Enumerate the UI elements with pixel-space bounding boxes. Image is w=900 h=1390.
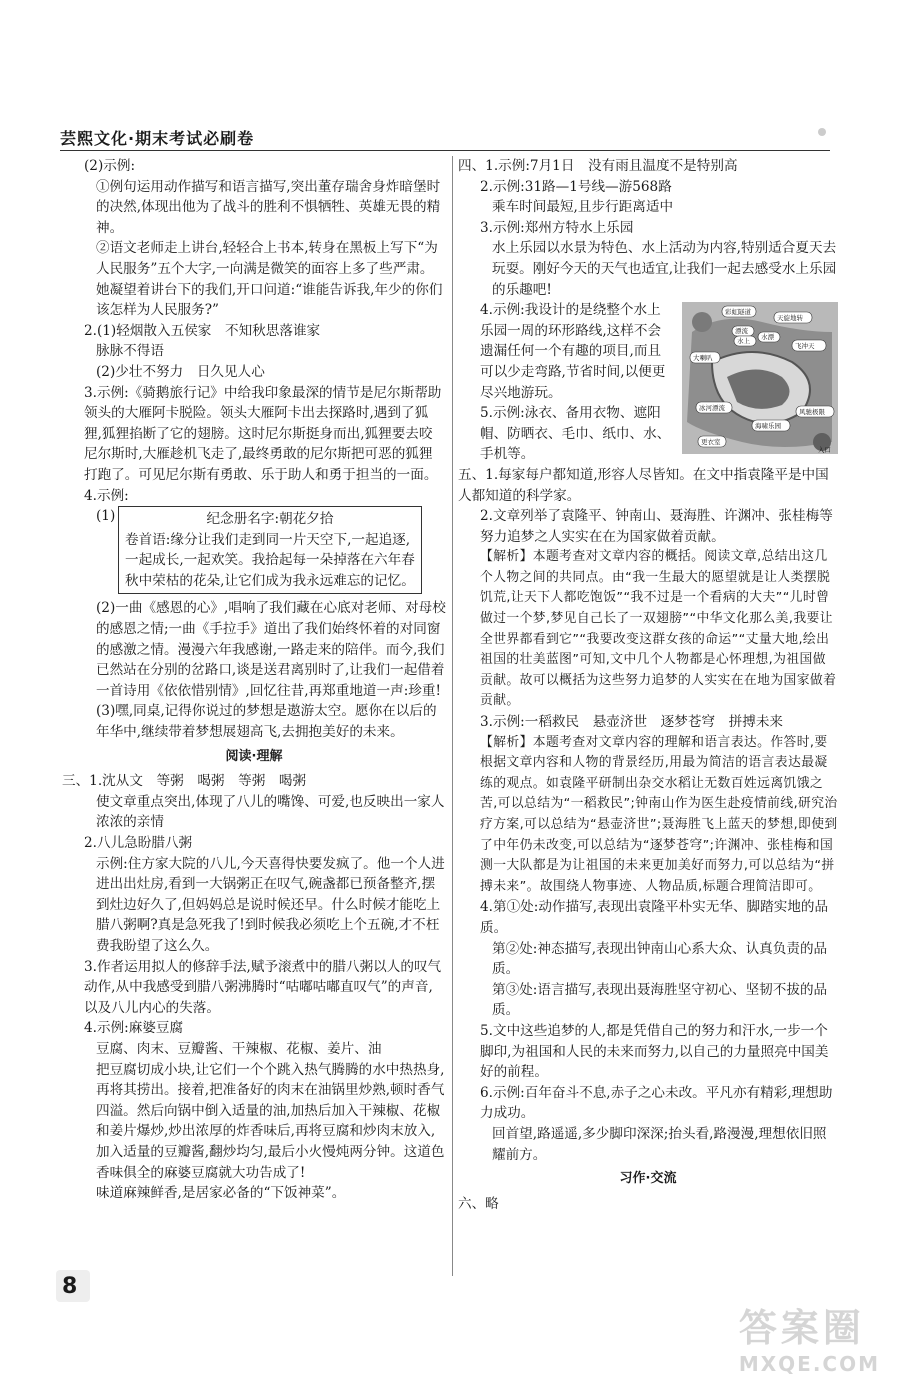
answer-line: 脉脉不得语 [96, 343, 164, 360]
map-label: 更衣室 [701, 438, 721, 447]
answer-line: 4.示例:麻婆豆腐 [84, 1020, 184, 1037]
answer-line: 3.示例:一稻救民 悬壶济世 逐梦苍穹 拼搏未来 [480, 714, 784, 731]
answer-line: 六、略 [458, 1195, 499, 1212]
watermark-url: MXQE.COM [738, 1352, 880, 1376]
answer-line: 2.示例:31路—1号线—游568路 [480, 178, 672, 195]
answer-line: 五、1.每家每户都知道,形容人尽皆知。在文中指袁隆平是中国人都知道的科学家。 [458, 466, 829, 504]
answer-line: 四、1.示例:7月1日 没有雨且温度不是特别高 [458, 158, 738, 174]
answer-line: ②语文老师走上讲台,轻轻合上书本,转身在黑板上写下“为人民服务”五个大字,一向满是微笑的面容上多了些严肃。她凝望着讲台下的我们,开口问道:“谁能告诉我,年少的你们该怎样为人民服务?” [96, 240, 443, 319]
page-number: 8 [62, 1274, 78, 1299]
answer-line: 第③处:语言描写,表现出聂海胜坚守初心、坚韧不拔的品质。 [492, 981, 828, 1019]
answer-line: 4.示例:我设计的是绕整个水上乐园一周的环形路线,这样不会遗漏任何一个有趣的项目,而且可以少走弯路,节省时间,以便更尽兴地游玩。 [480, 302, 666, 401]
map-illustration [682, 302, 838, 454]
watermark-logo: 答案圈 [738, 1306, 865, 1350]
left-column [62, 156, 446, 1204]
map-label: 飞冲天 [795, 342, 815, 351]
answer-line: 2.八儿急盼腊八粥 [84, 835, 193, 851]
answer-line: 3.示例:《骑鹅旅行记》中给我印象最深的情节是尼尔斯帮助领头的大雁阿卡脱险。领头大雁阿卡出去探路时,遇到了狐狸,狐狸掐断了它的翅膀。这时尼尔斯挺身而出,狐狸要去咬尼尔斯时,大雁趁机飞走了,最终勇敢的尼尔斯把可恶的狐狸打跑了。可见尼尔斯有勇敢、乐于助人和勇于担当的一面。 [84, 384, 442, 483]
map-label: 水漂 [761, 333, 774, 342]
answer-line: (2)示例: [84, 158, 136, 174]
box-body: 卷首语:缘分让我们走到同一片天空下,一起追逐,一起成长,一起欢笑。我拾起每一朵掉落在六年春秋中荣枯的花朵,让它们成为我永远难忘的记忆。 [125, 531, 415, 589]
answer-line: 示例:住方家大院的八儿,今天喜得快要发疯了。他一个人进进出出灶房,看到一大锅粥正在叹气,碗盏都已预备整齐,摆到灶边好久了,但妈妈总是说时候还早。什么时候才能吃上腊八粥啊?真是急死我了!到时候我必须吃上个五碗,才不枉费我盼望了这么久。 [96, 855, 445, 954]
answer-line: 2.文章列举了袁隆平、钟南山、聂海胜、许渊冲、张桂梅等努力追梦之人实实在在为国家做着贡献。 [480, 508, 833, 545]
map-label: 天旋地转 [777, 314, 803, 323]
answer-line: 把豆腐切成小块,让它们一个个跳入热气腾腾的水中热热身,再将其捞出。接着,把准备好的肉末在油锅里炒熟,顿时香气四溢。然后向锅中倒入适量的油,加热后加入干辣椒、花椒和姜片爆炒,炒出浓厚的炸香味后,再将豆腐和炒肉末放入,加入适量的豆瓣酱,翻炒均匀,最后小火慢炖两分钟。这道色香味俱全的麻婆豆腐就大功告成了! [96, 1061, 445, 1181]
page-header [60, 126, 830, 148]
answer-line: 2.(1)轻烟散入五侯家 不知秋思落谁家 [84, 322, 321, 339]
answer-line: 水上乐园以水景为特色、水上活动为内容,特别适合夏天去玩耍。刚好今天的天气也适宜,让我们一起去感受水上乐园的乐趣吧! [492, 240, 837, 298]
box-title: 纪念册名字:朝花夕拾 [206, 511, 334, 528]
answer-line: 4.示例: [84, 487, 129, 504]
map-label: 彩虹隧道 [725, 308, 751, 317]
analysis-paragraph: 【解析】本题考查对文章内容的理解和语言表达。作答时,要根据文章内容和人物的背景经历,用最为简洁的语言表达最凝练的观点。如袁隆平研制出杂交水稻让无数百姓远离饥饿之苦,可以总结为“一稻救民”;钟南山作为医生赴疫情前线,研究治疗方案,可以总结为“悬壶济世”;聂海胜飞上蓝天的梦想,即使到了中年仍未改变,可以总结为“逐梦苍穹”;许渊冲、张桂梅和国测一大队都是为让祖国的未来更加美好而努力,可以总结为“拼搏未来”。故围绕人物事迹、人物品质,标题合理简洁即可。 [480, 734, 838, 894]
header-dot [818, 128, 826, 136]
box-label: (1) [96, 508, 116, 525]
watermark [739, 1297, 880, 1376]
answer-line: 使文章重点突出,体现了八儿的嘴馋、可爱,也反映出一家人浓浓的亲情 [96, 793, 445, 831]
answer-line: 3.示例:郑州方特水上乐园 [480, 219, 634, 236]
answer-line: 第②处:神态描写,表现出钟南山心系大众、认真负责的品质。 [492, 940, 828, 978]
map-label: 大喇叭 [693, 354, 713, 363]
book-title: 芸熙文化·期末考试必刷卷 [60, 129, 255, 148]
answer-line: 乘车时间最短,且步行距离适中 [492, 199, 674, 216]
section-title-reading: 阅读·理解 [225, 748, 283, 764]
map-label: 入口 [818, 446, 831, 455]
answer-line: (2)少壮不努力 日久见人心 [96, 363, 265, 380]
section-title-writing: 习作·交流 [619, 1171, 677, 1187]
answer-line: 味道麻辣鲜香,是居家必备的“下饭神菜”。 [96, 1185, 346, 1202]
map-label: 海啸乐园 [755, 422, 781, 431]
answer-line: 5.示例:泳衣、备用衣物、遮阳帽、防晒衣、毛巾、纸巾、水、手机等。 [480, 405, 671, 463]
answer-line: 3.作者运用拟人的修辞手法,赋予滚煮中的腊八粥以人的叹气动作,从中我感受到腊八粥沸腾时“咕嘟咕嘟直叹气”的声音,以及八儿内心的失落。 [84, 958, 442, 1016]
right-column [458, 156, 838, 1214]
column-divider [452, 156, 453, 1276]
memorial-box-row [62, 506, 446, 594]
answer-line: 6.示例:百年奋斗不息,赤子之心未改。平凡亦有精彩,理想助力成功。 [480, 1084, 833, 1122]
answer-line: 回首望,路遥遥,多少脚印深深;抬头看,路漫漫,理想依旧照耀前方。 [492, 1125, 827, 1163]
answer-line: (3)嘿,同桌,记得你说过的梦想是遨游太空。愿你在以后的年华中,继续带着梦想展翅高飞,去拥抱美好的未来。 [96, 703, 437, 741]
memorial-box [118, 506, 422, 594]
map-label: 水上 [737, 337, 750, 346]
header-rule [60, 150, 830, 151]
answer-line: 三、1.沈从文 等粥 喝粥 等粥 喝粥 [62, 773, 307, 790]
analysis-paragraph: 【解析】本题考查对文章内容的概括。阅读文章,总结出这几个人物之间的共同点。由“我一生最大的愿望就是让人类摆脱饥荒,让天下人都吃饱饭”“我不过是一个看病的大夫”“儿时曾做过一个梦,梦见自己长了一双翅膀”“中华文化那么美,我要让全世界都看到它”“我要改变这群女孩的命运”“丈量大地,绘出祖国的壮美蓝图”可知,文中几个人物都是心怀理想,为祖国做贡献。故可以概括为这些努力追梦的人实实在在地为国家做着贡献。 [480, 549, 837, 709]
map-label: 漂流 [735, 327, 748, 336]
answer-line: ①例句运用动作描写和语言描写,突出董存瑞舍身炸暗堡时的决然,体现出他为了战斗的胜利不惧牺牲、英雄无畏的精神。 [96, 178, 441, 236]
answer-line: 5.文中这些追梦的人,都是凭借自己的努力和汗水,一步一个脚印,为祖国和人民的未来而努力,以自己的力量照亮中国美好的前程。 [480, 1022, 829, 1081]
answer-line: (2)一曲《感恩的心》,唱响了我们藏在心底对老师、对母校的感恩之情;一曲《手拉手》道出了我们始终怀着的对同窗的感激之情。漫漫六年我感谢,一路走来的陪伴。而今,我们已然站在分别的岔路口,谈是送君离别时了,让我们一起借着一首诗用《依依惜别情》,回忆往昔,再郑重地道一声:珍重! [96, 600, 446, 699]
answer-line: 豆腐、肉末、豆瓣酱、干辣椒、花椒、姜片、油 [96, 1040, 382, 1057]
answer-line: 4.第①处:动作描写,表现出袁隆平朴实无华、脚踏实地的品质。 [480, 899, 829, 936]
water-park-map [682, 302, 838, 454]
map-label: 风驰极限 [799, 408, 825, 417]
map-label: 冰河漂流 [699, 404, 725, 413]
